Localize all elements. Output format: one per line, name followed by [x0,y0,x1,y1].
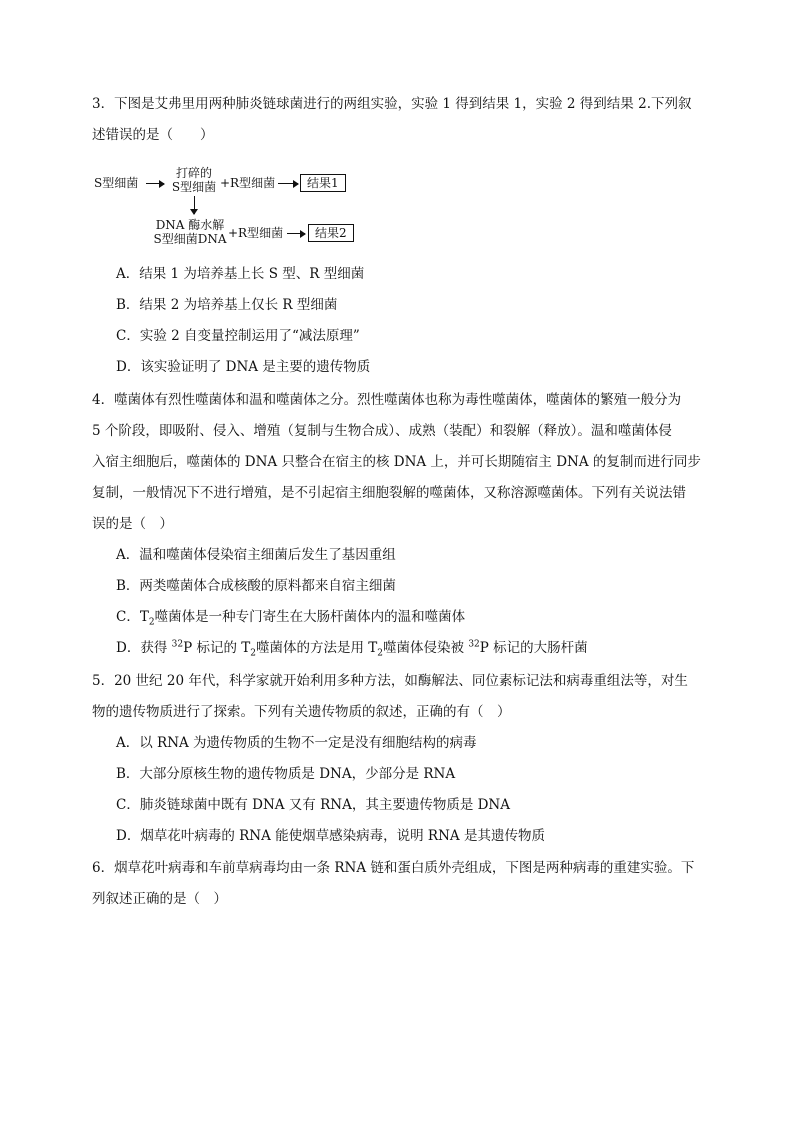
q3-option-a: A．结果 1 为培养基上长 S 型、R 型细菌 [116,266,365,282]
plus-r-bacteria-label-1: +R型细菌 [220,176,276,190]
q4-option-d: D．获得 $^{32}$P 标记的 $T_2$噬菌体的方法是用 $T_2$噬菌体侵染被 $^{32}$P 标记的大肠杆菌 [116,639,588,659]
q5-option-d: D．烟草花叶病毒的 RNA 能使烟草感染病毒，说明 RNA 是其遗传物质 [116,828,545,844]
plus-r-bacteria-label-2: +R型细菌 [228,226,284,240]
experiment-diagram [94,163,364,248]
q4-option-c: C．$T_2$噬菌体是一种专门寄生在大肠杆菌体内的温和噬菌体 [116,609,466,628]
question-6-text: 6．烟草花叶病毒和车前草病毒均由一条 RNA 链和蛋白质外壳组成，下图是两种病毒的重建实验。下 列叙述正确的是（ ） [92,860,695,907]
arrow-3 [287,233,305,234]
arrow-2 [278,183,298,184]
result-2-box: 结果2 [308,224,354,242]
result-1-box: 结果1 [300,174,346,192]
arrow-1 [146,183,164,184]
crushed-s-bacteria-label: 打碎的 S型细菌 [171,166,217,194]
q3-option-c: C．实验 2 自变量控制运用了“减法原理” [116,328,360,344]
question-4-text: 4．噬菌体有烈性噬菌体和温和噬菌体之分。烈性噬菌体也称为毒性噬菌体，噬菌体的繁殖一般分为 5 个阶段，即吸附、侵入、增殖（复制与生物合成）、成熟（装配）和裂解（释放）。温和噬菌体侵 入宿主细胞后，噬菌体的 DNA 只整合在宿主的核 DNA 上，并可长期随宿主 DNA 的复制而进行同步 复制，一般情况下不进行增殖，是不引起宿主细胞裂解的噬菌体，又称溶源噬菌体。下列有关说法错 误的是（ ） [92,392,701,532]
q5-option-b: B．大部分原核生物的遗传物质是 DNA，少部分是 RNA [116,766,456,782]
q4-option-b: B．两类噬菌体合成核酸的原料都来自宿主细菌 [116,578,396,594]
q3-option-d: D．该实验证明了 DNA 是主要的遗传物质 [116,359,371,375]
dnase-treated-label: DNA 酶水解 S型细菌DNA [153,218,227,246]
question-3-text: 3．下图是艾弗里用两种肺炎链球菌进行的两组实验，实验 1 得到结果 1，实验 2 得到结果 2.下列叙 述错误的是（ ） [92,96,692,143]
q5-option-a: A．以 RNA 为遗传物质的生物不一定是没有细胞结构的病毒 [116,735,477,751]
s-bacteria-label: S型细菌 [94,176,139,190]
q3-option-b: B．结果 2 为培养基上仅长 R 型细菌 [116,297,338,313]
arrow-down [194,196,195,214]
q4-option-a: A．温和噬菌体侵染宿主细菌后发生了基因重组 [116,547,396,563]
question-5-text: 5．20 世纪 20 年代，科学家就开始利用多种方法，如酶解法、同位素标记法和病毒重组法等，对生 物的遗传物质进行了探索。下列有关遗传物质的叙述，正确的有（ ） [92,673,688,720]
q5-option-c: C．肺炎链球菌中既有 DNA 又有 RNA，其主要遗传物质是 DNA [116,797,510,813]
